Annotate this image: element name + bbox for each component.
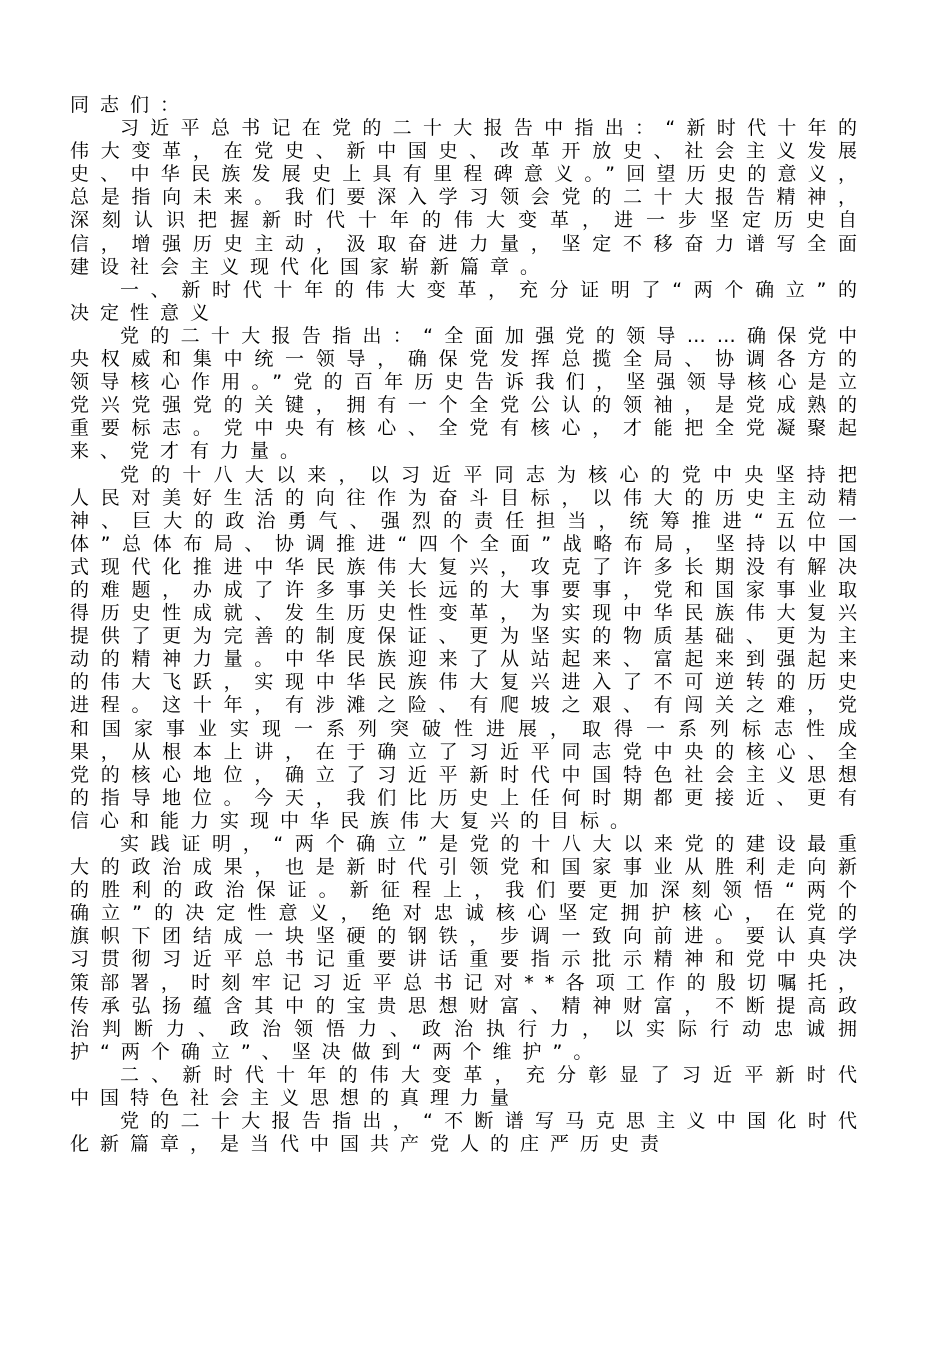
paragraph-achievements: 党的十八大以来，以习近平同志为核心的党中央坚持把人民对美好生活的向往作为奋斗目标，以伟大的历史主动精神、巨大的政治勇气、强烈的责任担当，统筹推进“五位一体”总体布局、协调推进“四个全面”战略布局，坚持以中国式现代化推进中华民族伟大复兴，攻克了许多长期没有解决的难题，办成了许多事关长远的大事要事，党和国家事业取得历史性成就、发生历史性变革，为实现中华民族伟大复兴提供了更为完善的制度保证、更为坚实的物质基础、更为主动的精神力量。中华民族迎来了从站起来、富起来到强起来的伟大飞跃，实现中华民族伟大复兴进入了不可逆转的历史进程。这十年，有涉滩之险、有爬坡之艰、有闯关之难，党和国家事业实现一系列突破性进展，取得一系列标志性成果，从根本上讲，在于确立了习近平同志党中央的核心、全党的核心地位，确立了习近平新时代中国特色社会主义思想的指导地位。今天，我们比历史上任何时期都更接近、更有信心和能力实现中华民族伟大复兴的目标。 [70,463,868,832]
paragraph-intro: 习近平总书记在党的二十大报告中指出：“新时代十年的伟大变革，在党史、新中国史、改革开放史、社会主义发展史、中华民族发展史上具有里程碑意义。”回望历史的意义，总是指向未来。我们要深入学习领会党的二十大报告精神，深刻认识把握新时代十年的伟大变革，进一步坚定历史自信，增强历史主动，汲取奋进力量，坚定不移奋力谱写全面建设社会主义现代化国家崭新篇章。 [70,117,868,278]
document-page [70,94,868,1156]
salutation: 同志们： [70,94,191,116]
paragraph-leadership: 党的二十大报告指出：“全面加强党的领导……确保党中央权威和集中统一领导，确保党发挥总揽全局、协调各方的领导核心作用。”党的百年历史告诉我们，坚强领导核心是立党兴党强党的关键，拥有一个全党公认的领袖，是党成熟的重要标志。党中央有核心、全党有核心，才能把全党凝聚起来、党才有力量。 [70,324,868,463]
section-heading-2: 二、新时代十年的伟大变革，充分彰显了习近平新时代中国特色社会主义思想的真理力量 [70,1063,868,1110]
paragraph-two-establishments: 实践证明，“两个确立”是党的十八大以来党的建设最重大的政治成果，也是新时代引领党和国家事业从胜利走向新的胜利的政治保证。新征程上，我们要更加深刻领悟“两个确立”的决定性意义，绝对忠诚核心坚定拥护核心，在党的旗帜下团结成一块坚硬的钢铁，步调一致向前进。要认真学习贯彻习近平总书记重要讲话重要指示批示精神和党中央决策部署，时刻牢记习近平总书记对**各项工作的殷切嘱托，传承弘扬蕴含其中的宝贵思想财富、精神财富，不断提高政治判断力、政治领悟力、政治执行力，以实际行动忠诚拥护“两个确立”、坚决做到“两个维护”。 [70,833,868,1063]
paragraph-truth-power: 党的二十大报告指出，“不断谱写马克思主义中国化时代化新篇章，是当代中国共产党人的庄严历史责 [70,1110,868,1156]
section-heading-1: 一、新时代十年的伟大变革，充分证明了“两个确立”的决定性意义 [70,278,868,324]
